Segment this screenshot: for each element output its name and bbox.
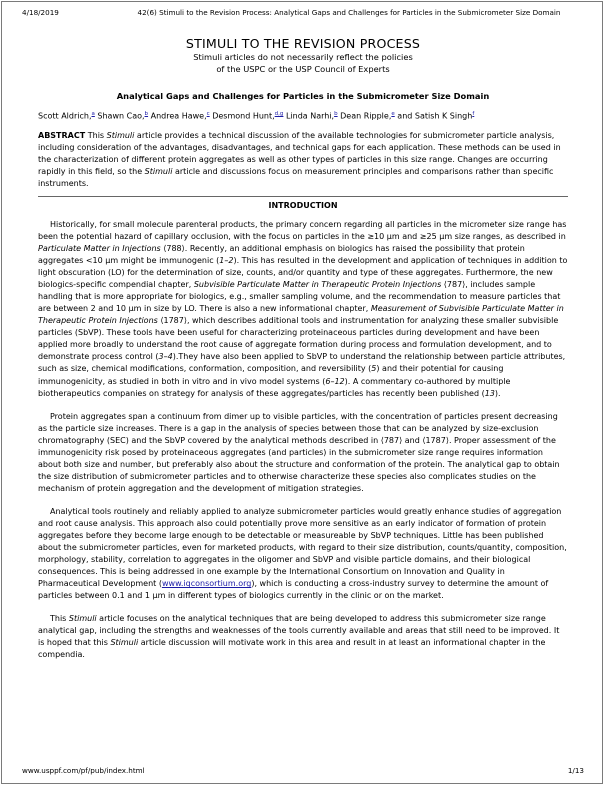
para-text: ⟨787⟩, includes sample handling that is more appropriate for biologics, e.g., smaller sampling volume, and the recommendation to measure particles that are between 2 and 10 µm in size by LO. There is also a new informational chapter, xyxy=(38,280,561,314)
intro-paragraph-4 xyxy=(38,613,568,661)
abstract-text: article provides a technical discussion of the available technologies for submicrometer particle analysis, including consideration of the advantages, disadvantages, and technical gaps for each application. These methods can be used in the characterization of different protein aggregates as well as other types of particles in this size range. Changes are occurring rapidly in this field, so the xyxy=(38,130,561,176)
abstract xyxy=(38,130,568,190)
para-italic: Stimuli xyxy=(68,614,97,624)
author-affiliation-link[interactable]: d,g xyxy=(274,111,284,117)
iq-consortium-link[interactable]: www.iqconsortium.org xyxy=(161,579,252,589)
print-url: www.usppf.com/pf/pub/index.html xyxy=(22,766,145,775)
banner-line-1: Stimuli articles do not necessarily reflect the policies xyxy=(193,52,413,62)
author-affiliation-link[interactable]: b xyxy=(334,111,338,117)
para-text: ). xyxy=(494,388,501,398)
abstract-label: ABSTRACT xyxy=(38,130,86,140)
article-title: Analytical Gaps and Challenges for Particles in the Submicrometer Size Domain xyxy=(116,91,490,101)
para-text: ). This has resulted in the development and application of techniques in addition to light obscuration (LO) for the determination of size, counts, and/or quantity and type of these aggregates. Furthermore, the new biologics-specific compendial chapter, xyxy=(38,256,568,290)
section-heading-introduction: INTRODUCTION xyxy=(268,200,338,210)
para-text: article focuses on the analytical techniques that are being developed to address this submicrometer size range analytical gap, including the strengths and weaknesses of the tools currently available and areas that still need to be improved. It is hoped that this xyxy=(38,614,560,648)
abstract-italic: Stimuli xyxy=(106,130,135,140)
chapter-title-italic: Subvisible Particulate Matter in Therapeutic Protein Injections xyxy=(193,280,442,290)
reference-citation: 5 xyxy=(371,364,377,374)
para-text: ). A commentary co-authored by multiple biotherapeutics companies on strategy for analysis of these aggregates/particles has recently been published ( xyxy=(38,376,511,398)
section-divider xyxy=(38,196,568,197)
para-text: Analytical tools routinely and reliably applied to analyze submicrometer particles would greatly enhance studies of aggregation and root cause analysis. This approach also could potentially prove more sensitive as an early indicator of formation of protein aggregates before they become large enough to be detectable or measureable by SbVP techniques. Little has been published about the submicrometer particles, even for marketed products, with regard to their size distribution, counts/quantity, composition, morphology, stability, correlation to aggregates in the oligomer and SbVP and visible particle domains, and their biological consequences. This is being addressed in one example by the International Consortium on Innovation and Quality in Pharmaceutical Development ( xyxy=(38,506,567,589)
stimuli-banner xyxy=(38,36,568,75)
document-body xyxy=(38,36,568,661)
abstract-text: This xyxy=(85,130,107,140)
author-affiliation-link[interactable]: c xyxy=(206,111,210,117)
author-name: Desmond Hunt, xyxy=(209,111,275,121)
intro-paragraph-3 xyxy=(38,506,568,602)
para-italic: Stimuli xyxy=(110,638,139,648)
author-name: Dean Ripple, xyxy=(337,111,392,121)
author-list xyxy=(38,111,568,121)
author-affiliation-link[interactable]: b xyxy=(144,111,149,117)
abstract-italic: Stimuli xyxy=(144,166,173,176)
para-text: Historically, for small molecule parenteral products, the primary concern regarding all particles in the micrometer size range has been the potential hazard of capillary occlusion, with the focus on particles in the ≥10 µm and ≥25 µm size ranges, as described in xyxy=(38,219,567,241)
author-name: Scott Aldrich, xyxy=(38,111,92,121)
para-text: ⟨788⟩. Recently, an additional emphasis on biologics has raised the possibility that protein aggregates <10 µm might be immunogenic ( xyxy=(38,243,525,266)
para-text: This xyxy=(50,614,69,624)
print-header xyxy=(22,8,584,17)
author-name: Linda Narhi, xyxy=(283,111,335,121)
reference-citation: 13 xyxy=(484,388,495,398)
print-date: 4/18/2019 xyxy=(22,8,59,17)
banner-line-2: of the USPC or the USP Council of Experts xyxy=(216,64,390,74)
reference-citation: 1–2 xyxy=(219,256,234,266)
print-page-title: 42(6) Stimuli to the Revision Process: Analytical Gaps and Challenges for Particles in the Submicrometer Size Domain xyxy=(137,8,561,17)
chapter-title-italic: Measurement of Subvisible Particulate Matter in Therapeutic Protein Injections xyxy=(38,304,564,326)
author-name: Shawn Cao, xyxy=(94,111,145,121)
para-text: ⟨1787⟩, which describes additional tools and instrumentation for analyzing these smaller subvisible particles (SbVP). These tools have been useful for characterizing proteinaceous particles during development and have been applied more broadly to understand the root cause of aggregate formation during process and formulation development, and to demonstrate process control ( xyxy=(38,316,559,362)
intro-paragraph-1 xyxy=(38,219,568,400)
para-text: ) and their potential for causing immunogenicity, as studied in both in vitro and in vivo model systems ( xyxy=(38,364,504,386)
para-text: ), which is conducting a cross-industry survey to determine the amount of particles between 0.1 and 1 µm in different types of biologics currently in the clinic or on the market. xyxy=(38,579,549,601)
author-affiliation-link[interactable]: e xyxy=(391,111,395,117)
author-name: and Satish K Singh xyxy=(394,111,473,121)
author-affiliation-link[interactable]: a xyxy=(91,111,95,117)
print-footer xyxy=(22,766,584,775)
author-affiliation-link[interactable]: f xyxy=(472,111,475,117)
abstract-text: article and discussions focus on measurement principles and comparisons rather than specific instruments. xyxy=(38,166,554,188)
reference-citation: 3–4 xyxy=(158,352,173,362)
banner-title: STIMULI TO THE REVISION PROCESS xyxy=(185,36,421,51)
chapter-title-italic: Particulate Matter in Injections xyxy=(38,243,161,253)
para-text: ).They have also been applied to SbVP to understand the relationship between particle attributes, such as size, chemical modifications, conformation, composition, and reversibility ( xyxy=(38,352,566,374)
intro-paragraph-2: Protein aggregates span a continuum from dimer up to visible particles, with the concentration of particles present decreasing as the particle size increases. There is a gap in the analysis of species between those that can be analyzed by size-exclusion chromatography (SEC) and the SbVP covered by the analytical methods described in ⟨787⟩ and ⟨1787⟩. Proper assessment of the immunogenicity risk posed by proteinaceous aggregates (and particles) in the submicrometer size range requires information about both size and number, but preferably also about the structure and conformation of the protein. The analytical gap to obtain the size distribution of submicrometer particles and to otherwise characterize these species also complicates studies on the mechanism of protein aggregation and the development of mitigation strategies. xyxy=(38,411,560,493)
print-page-number: 1/13 xyxy=(567,766,584,775)
para-text: article discussion will motivate work in this area and result in at least an informational chapter in the compendia. xyxy=(38,638,546,660)
author-name: Andrea Hawe, xyxy=(148,111,207,121)
reference-citation: 6–12 xyxy=(325,376,345,386)
